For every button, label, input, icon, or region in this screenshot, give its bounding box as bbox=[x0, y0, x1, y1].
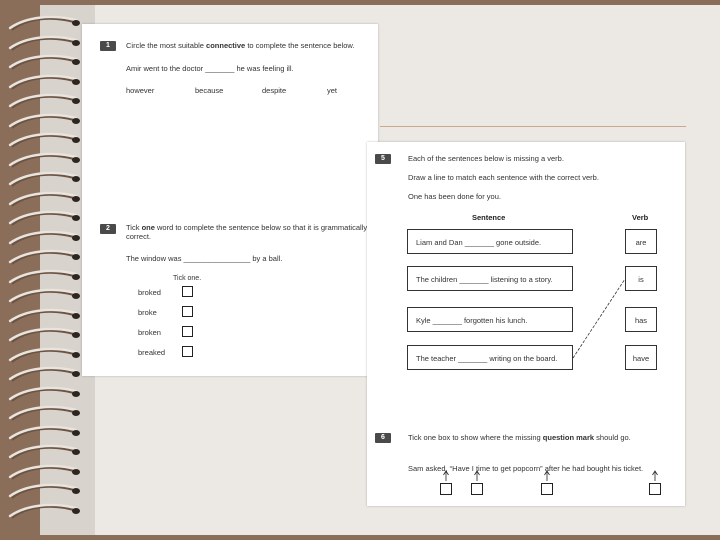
question-2-prompt-line2: correct. bbox=[126, 232, 152, 241]
spiral-coil bbox=[8, 443, 88, 463]
divider-line bbox=[380, 126, 686, 127]
tickbox-position-4[interactable] bbox=[649, 483, 661, 495]
spiral-coil bbox=[8, 307, 88, 327]
connective-option-because[interactable]: because bbox=[195, 86, 224, 95]
question-number-6: 6 bbox=[375, 433, 391, 443]
question-2-sentence: The window was ________________ by a ball. bbox=[126, 254, 283, 263]
worksheet-card-questions-5-6 bbox=[367, 142, 685, 506]
connective-option-despite[interactable]: despite bbox=[262, 86, 287, 95]
question-5-line-1: Each of the sentences below is missing a verb. bbox=[408, 154, 564, 163]
question-number-2: 2 bbox=[100, 224, 116, 234]
word-option-broke: broke bbox=[138, 308, 157, 317]
word-option-broked: broked bbox=[138, 288, 161, 297]
tickbox-breaked[interactable] bbox=[182, 346, 193, 357]
tickbox-broked[interactable] bbox=[182, 286, 193, 297]
word-option-breaked: breaked bbox=[138, 348, 166, 357]
sentence-column-header: Sentence bbox=[472, 213, 506, 222]
spiral-binding bbox=[8, 14, 88, 534]
connective-option-however[interactable]: however bbox=[126, 86, 155, 95]
question-1-prompt: Circle the most suitable connective to complete the sentence below. bbox=[126, 41, 355, 50]
sentence-box-kyle[interactable]: Kyle _______ forgotten his lunch. bbox=[407, 307, 573, 332]
verb-box-is[interactable]: is bbox=[625, 266, 657, 291]
spiral-coil bbox=[8, 14, 88, 34]
spiral-coil bbox=[8, 190, 88, 210]
verb-box-have[interactable]: have bbox=[625, 345, 657, 370]
spiral-coil bbox=[8, 385, 88, 405]
spiral-coil bbox=[8, 73, 88, 93]
question-5-line-2: Draw a line to match each sentence with the correct verb. bbox=[408, 173, 599, 182]
spiral-coil bbox=[8, 287, 88, 307]
spiral-coil bbox=[8, 482, 88, 502]
verb-box-are[interactable]: are bbox=[625, 229, 657, 254]
spiral-coil bbox=[8, 326, 88, 346]
word-option-broken: broken bbox=[138, 328, 161, 337]
sentence-box-the-teacher[interactable]: The teacher _______ writing on the board. bbox=[407, 345, 573, 370]
worksheet-card-questions-1-2 bbox=[82, 24, 378, 376]
spiral-coil bbox=[8, 424, 88, 444]
tickbox-broke[interactable] bbox=[182, 306, 193, 317]
question-6-sentence: Sam asked, “Have I time to get popcorn” after he had bought his ticket. bbox=[408, 464, 644, 473]
spiral-coil bbox=[8, 53, 88, 73]
spiral-coil bbox=[8, 112, 88, 132]
tickbox-position-3[interactable] bbox=[541, 483, 553, 495]
spiral-coil bbox=[8, 34, 88, 54]
spiral-coil bbox=[8, 346, 88, 366]
spiral-coil bbox=[8, 209, 88, 229]
spiral-coil bbox=[8, 365, 88, 385]
question-number-5: 5 bbox=[375, 154, 391, 164]
tickbox-position-2[interactable] bbox=[471, 483, 483, 495]
question-5-line-3: One has been done for you. bbox=[408, 192, 501, 201]
spiral-coil bbox=[8, 170, 88, 190]
sentence-box-liam-and-dan[interactable]: Liam and Dan _______ gone outside. bbox=[407, 229, 573, 254]
spiral-coil bbox=[8, 268, 88, 288]
question-6-prompt: Tick one box to show where the missing question mark should go. bbox=[408, 433, 631, 442]
tick-one-header: Tick one. bbox=[173, 275, 202, 282]
sentence-box-the-children[interactable]: The children _______ listening to a story. bbox=[407, 266, 573, 291]
spiral-coil bbox=[8, 502, 88, 522]
tickbox-broken[interactable] bbox=[182, 326, 193, 337]
connective-option-yet[interactable]: yet bbox=[327, 86, 338, 95]
verb-column-header: Verb bbox=[632, 213, 649, 222]
spiral-coil bbox=[8, 248, 88, 268]
spiral-coil bbox=[8, 151, 88, 171]
spiral-coil bbox=[8, 229, 88, 249]
question-number-1: 1 bbox=[100, 41, 116, 51]
verb-box-has[interactable]: has bbox=[625, 307, 657, 332]
question-2-prompt: Tick one word to complete the sentence below so that it is grammatically bbox=[126, 223, 368, 232]
question-1-sentence: Amir went to the doctor _______ he was feeling ill. bbox=[126, 64, 294, 73]
spiral-coil bbox=[8, 92, 88, 112]
tickbox-position-1[interactable] bbox=[440, 483, 452, 495]
spiral-coil bbox=[8, 131, 88, 151]
spiral-coil bbox=[8, 463, 88, 483]
spiral-coil bbox=[8, 404, 88, 424]
